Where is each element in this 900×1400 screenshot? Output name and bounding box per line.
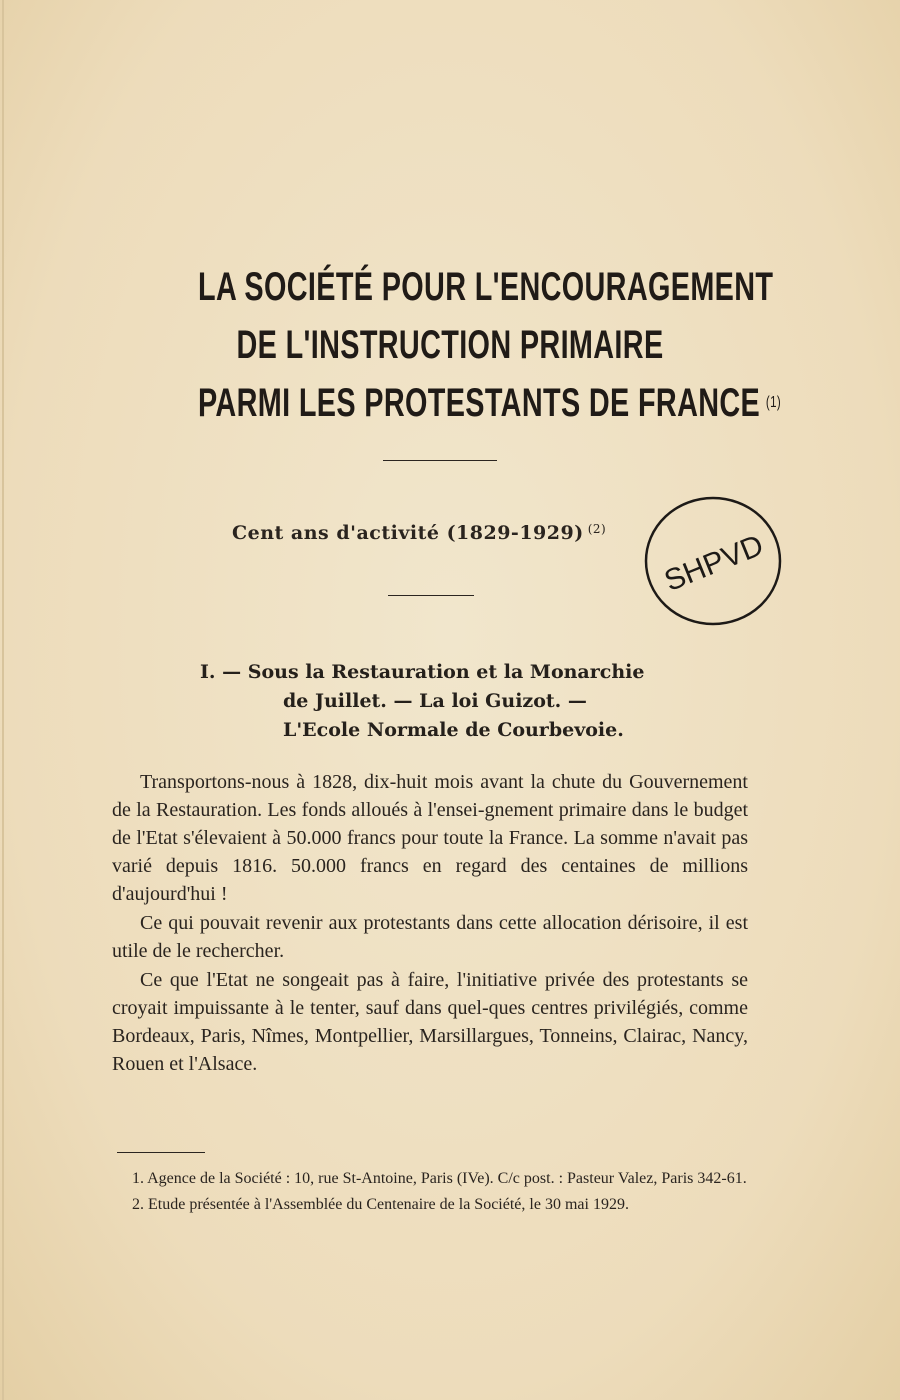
paragraph: Ce qui pouvait revenir aux protestants dans cette allocation dérisoire, il est utile de le rechercher. <box>112 912 748 962</box>
title-line-3-wrap <box>197 374 782 432</box>
stamp-text: SHPVD <box>659 528 769 598</box>
body-text <box>112 768 748 1078</box>
paragraph: Ce que l'Etat ne songeait pas à faire, l'initiative privée des protestants se croyait impuissante à le tenter, sauf dans quel-ques centres privilégiés, comme Bordeaux, Paris, Nîmes, Montpellier, Marsillargues, Tonneins, Clairac, Nancy, Rouen et l'Alsace. <box>112 969 748 1075</box>
footnote: 1. Agence de la Société : 10, rue St-Antoine, Paris (IVe). C/c post. : Pasteur Valez, Paris 342-61. <box>132 1170 747 1187</box>
title-divider <box>383 460 497 461</box>
heading-line-1: I. — Sous la Restauration et la Monarchie <box>200 661 645 683</box>
heading-line-2: de Juillet. — La loi Guizot. — <box>283 690 587 712</box>
heading-line-3: L'Ecole Normale de Courbevoie. <box>283 719 624 741</box>
title-line-3: PARMI LES PROTESTANTS DE FRANCE <box>197 381 761 425</box>
paragraph: Transportons-nous à 1828, dix-huit mois avant la chute du Gouvernement de la Restauration. Les fonds alloués à l'ensei-gnement primaire dans le budget de l'Etat s'élevaient à 50.000 francs pour toute la France. La somme n'avait pas varié depuis 1816. 50.000 francs en regard des centaines de millions d'aujourd'hui ! <box>112 771 748 905</box>
title-line-1: LA SOCIÉTÉ POUR L'ENCOURAGEMENT <box>197 265 774 309</box>
footnote: 2. Etude présentée à l'Assemblée du Centenaire de la Société, le 30 mai 1929. <box>132 1196 629 1213</box>
footnote-divider <box>117 1152 205 1153</box>
section-heading <box>200 658 644 745</box>
document-title <box>197 258 782 432</box>
library-stamp <box>643 495 783 627</box>
subtitle-text: Cent ans d'activité (1829-1929) <box>232 522 584 544</box>
subtitle-divider <box>388 595 474 596</box>
subtitle-footnote-mark: (2) <box>587 522 607 536</box>
subtitle <box>232 522 606 544</box>
title-footnote-mark: (1) <box>765 394 782 411</box>
footnotes <box>108 1170 748 1222</box>
title-line-2: DE L'INSTRUCTION PRIMAIRE <box>236 323 664 367</box>
page-edge <box>2 0 4 1400</box>
